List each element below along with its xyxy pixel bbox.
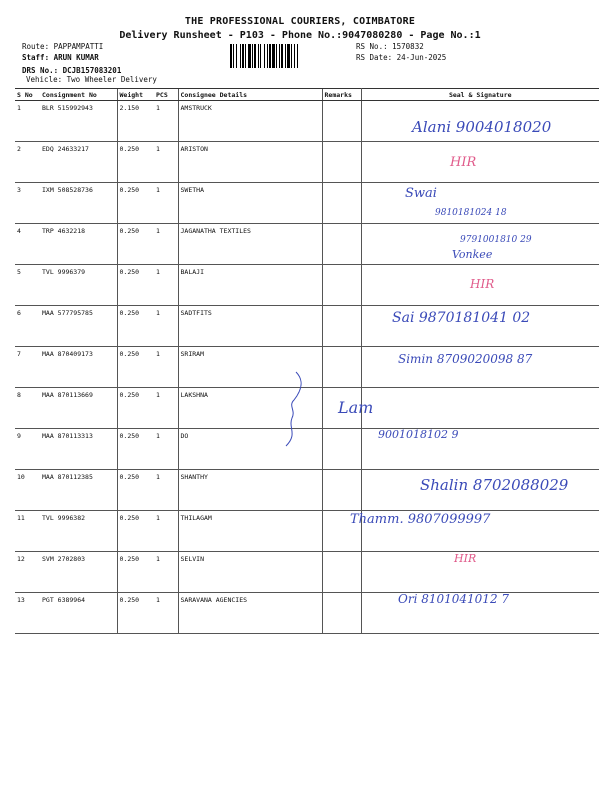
table-header-row <box>15 89 599 101</box>
table-row <box>15 552 599 593</box>
cell-sno: 3 <box>15 183 40 224</box>
cell-pcs: 1 <box>154 142 178 183</box>
cell-pcs: 1 <box>154 511 178 552</box>
cell-remarks <box>322 429 361 470</box>
cell-remarks <box>322 306 361 347</box>
cell-pcs: 1 <box>154 306 178 347</box>
cell-consignee: JAGANATHA TEXTILES <box>178 224 322 265</box>
signature-3b: 9810181024 18 <box>435 208 507 218</box>
cell-pcs: 1 <box>154 347 178 388</box>
cell-sno: 13 <box>15 593 40 634</box>
col-consignee: Consignee Details <box>178 89 322 101</box>
cell-consignee: SADTFITS <box>178 306 322 347</box>
cell-sno: 12 <box>15 552 40 593</box>
signature-9: 9001018102 9 <box>378 428 459 441</box>
cell-pcs: 1 <box>154 265 178 306</box>
cell-sno: 8 <box>15 388 40 429</box>
vehicle-label: Vehicle: Two Wheeler Delivery <box>26 75 157 84</box>
cell-sno: 7 <box>15 347 40 388</box>
cell-consignment: MAA 870409173 <box>40 347 117 388</box>
route-label: Route: PAPPAMPATTI <box>22 42 104 51</box>
signature-10: Shalin 8702088029 <box>420 476 569 494</box>
cell-sno: 10 <box>15 470 40 511</box>
cell-sno: 2 <box>15 142 40 183</box>
cell-remarks <box>322 142 361 183</box>
cell-sno: 11 <box>15 511 40 552</box>
signature-4b: Vonkee <box>452 248 493 261</box>
cell-consignment: MAA 870112385 <box>40 470 117 511</box>
table-row <box>15 511 599 552</box>
rs-number: RS No.: 1570832 <box>356 42 424 51</box>
table-row <box>15 142 599 183</box>
cell-weight: 0.250 <box>117 265 154 306</box>
signature-4a: 9791001810 29 <box>460 235 532 245</box>
signature-2: HIR <box>450 155 477 170</box>
company-title: THE PROFESSIONAL COURIERS, COIMBATORE <box>184 16 416 27</box>
col-consignment: Consignment No <box>40 89 117 101</box>
cell-consignment: PGT 6389964 <box>40 593 117 634</box>
runsheet-subtitle: Delivery Runsheet - P103 - Phone No.:9047080280 - Page No.:1 <box>119 30 481 41</box>
cell-remarks <box>322 593 361 634</box>
cell-remarks <box>322 265 361 306</box>
cell-pcs: 1 <box>154 429 178 470</box>
cell-consignment: MAA 870113313 <box>40 429 117 470</box>
table-row <box>15 265 599 306</box>
cell-remarks <box>322 224 361 265</box>
cell-remarks <box>322 183 361 224</box>
col-sno: S No <box>15 89 40 101</box>
cell-weight: 0.250 <box>117 552 154 593</box>
cell-consignee: ARISTON <box>178 142 322 183</box>
cell-remarks <box>322 347 361 388</box>
signature-1: Alani 9004018020 <box>412 118 552 136</box>
cell-pcs: 1 <box>154 470 178 511</box>
cell-weight: 2.150 <box>117 101 154 142</box>
rs-date: RS Date: 24-Jun-2025 <box>356 53 447 62</box>
cell-weight: 0.250 <box>117 470 154 511</box>
cell-consignee: BALAJI <box>178 265 322 306</box>
cell-sno: 1 <box>15 101 40 142</box>
cell-consignee: SARAVANA AGENCIES <box>178 593 322 634</box>
cell-weight: 0.250 <box>117 224 154 265</box>
signature-8: Lam <box>338 398 374 417</box>
cell-pcs: 1 <box>154 101 178 142</box>
signature-13: Ori 8101041012 7 <box>398 592 510 606</box>
signature-6: Sai 9870181041 02 <box>392 310 531 326</box>
cell-consignee: SHANTHY <box>178 470 322 511</box>
col-pcs: PCS <box>154 89 178 101</box>
cell-pcs: 1 <box>154 388 178 429</box>
signature-3a: Swai <box>405 186 437 201</box>
cell-pcs: 1 <box>154 552 178 593</box>
cell-sno: 4 <box>15 224 40 265</box>
cell-sno: 6 <box>15 306 40 347</box>
cell-weight: 0.250 <box>117 511 154 552</box>
cell-remarks <box>322 552 361 593</box>
table-row <box>15 183 599 224</box>
drs-label: DRS No.: DCJB157083201 <box>22 66 122 75</box>
signature-12: HIR <box>454 552 477 565</box>
cell-pcs: 1 <box>154 183 178 224</box>
cell-consignment: MAA 870113669 <box>40 388 117 429</box>
cell-weight: 0.250 <box>117 388 154 429</box>
cell-consignee: DO <box>178 429 322 470</box>
cell-consignment: EDQ 24633217 <box>40 142 117 183</box>
cell-seal-signature <box>361 388 599 429</box>
cell-consignee: THILAGAM <box>178 511 322 552</box>
cell-weight: 0.250 <box>117 593 154 634</box>
cell-remarks <box>322 101 361 142</box>
col-remarks: Remarks <box>322 89 361 101</box>
cell-weight: 0.250 <box>117 347 154 388</box>
signature-7: Simin 8709020098 87 <box>398 352 533 366</box>
cell-sno: 5 <box>15 265 40 306</box>
cell-consignee: SRIRAM <box>178 347 322 388</box>
cell-consignee: SWETHA <box>178 183 322 224</box>
cell-consignment: TVL 9996382 <box>40 511 117 552</box>
cell-weight: 0.250 <box>117 142 154 183</box>
signature-5: HIR <box>470 277 495 291</box>
cell-consignee: AMSTRUCK <box>178 101 322 142</box>
cell-remarks <box>322 470 361 511</box>
cell-consignment: TVL 9996379 <box>40 265 117 306</box>
bracket-mark <box>278 370 308 448</box>
cell-pcs: 1 <box>154 224 178 265</box>
cell-weight: 0.250 <box>117 183 154 224</box>
staff-label: Staff: ARUN KUMAR <box>22 53 99 62</box>
cell-weight: 0.250 <box>117 306 154 347</box>
cell-seal-signature <box>361 142 599 183</box>
cell-consignee: LAKSHNA <box>178 388 322 429</box>
cell-consignment: BLR 515992943 <box>40 101 117 142</box>
col-seal-signature: Seal & Signature <box>361 89 599 101</box>
barcode <box>230 44 352 68</box>
cell-sno: 9 <box>15 429 40 470</box>
table-row <box>15 593 599 634</box>
cell-consignment: MAA 577795785 <box>40 306 117 347</box>
signature-11: Thamm. 9807099997 <box>350 512 491 527</box>
col-weight: Weight <box>117 89 154 101</box>
cell-pcs: 1 <box>154 593 178 634</box>
cell-consignment: TRP 4632218 <box>40 224 117 265</box>
cell-seal-signature <box>361 552 599 593</box>
cell-weight: 0.250 <box>117 429 154 470</box>
cell-consignee: SELVIN <box>178 552 322 593</box>
cell-consignment: IXM 508528736 <box>40 183 117 224</box>
cell-consignment: SVM 2702803 <box>40 552 117 593</box>
